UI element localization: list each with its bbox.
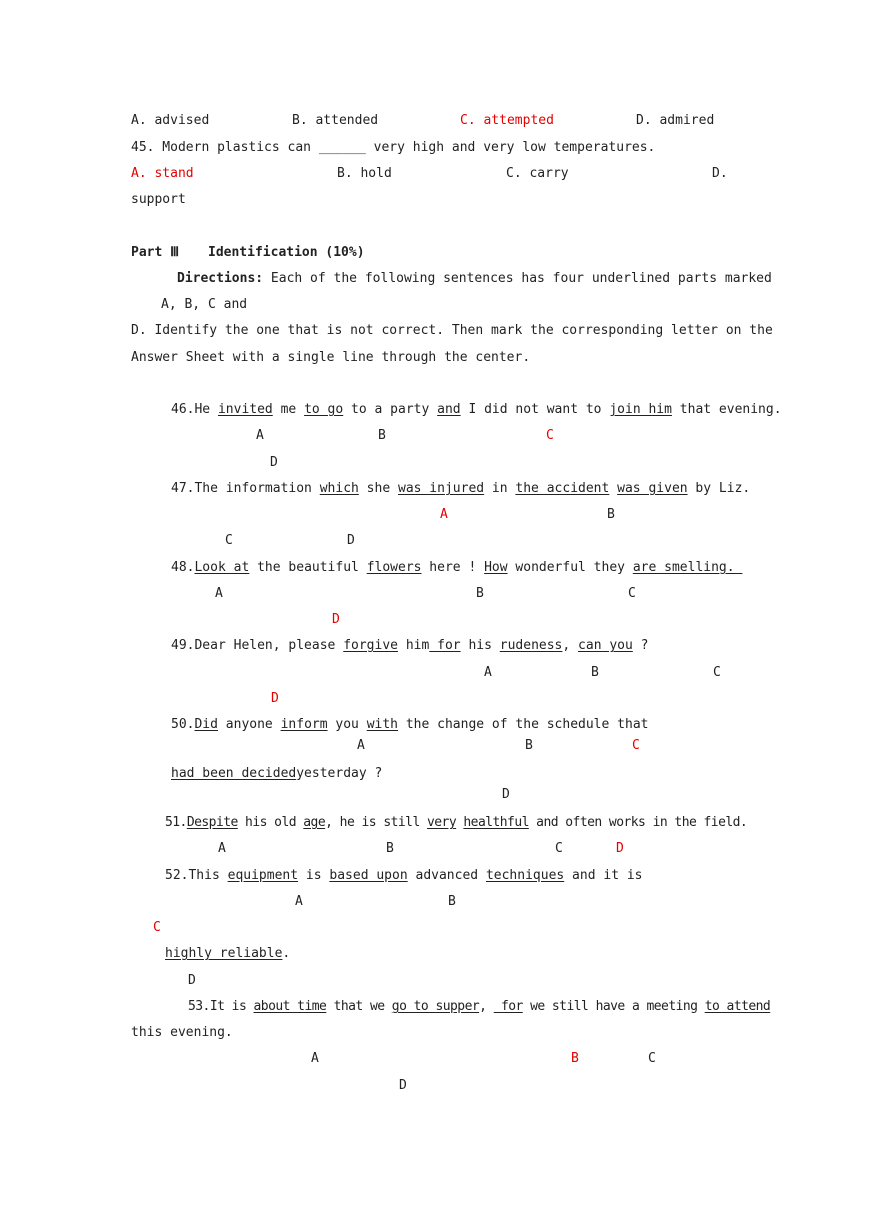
q49-letter-b: B [591,665,599,680]
directions-line-3: D. Identify the one that is not correct. Then mark the corresponding letter on the [131,323,773,338]
underlined-part: was given [617,481,688,496]
q45-option-b: B. hold [337,166,392,181]
sentence-text: we still have a meeting [522,999,705,1014]
underlined-part: equipment [227,868,299,883]
sentence-text: that evening. [671,402,782,417]
question-52-line-2 [165,946,290,962]
q45-option-a-answer: A. stand [131,166,194,181]
question-53-line-2: this evening. [131,1025,233,1040]
underlined-part: with [366,717,399,732]
sentence-text: 48. [171,560,195,575]
q46-letter-b: B [378,428,386,443]
directions-line-2: A, B, C and [161,297,248,312]
question-51 [165,815,747,831]
underlined-part: was injured [398,481,485,496]
sentence-text: , he is still [325,815,427,830]
sentence-text: , [562,638,579,653]
underlined-part: healthful [463,815,529,830]
sentence-text: 50. [171,717,195,732]
underlined-part: go to supper [391,999,480,1014]
sentence-text: him [398,638,430,653]
underlined-part: flowers [366,560,422,575]
underlined-part: join him [609,402,672,417]
q50-letter-c-answer: C [632,738,640,753]
question-49 [171,638,649,654]
q47-letter-a-answer: A [440,507,448,522]
underlined-part: for [493,999,523,1014]
q51-letter-b: B [386,841,394,856]
underlined-part: based upon [329,868,408,883]
question-52 [165,868,643,884]
q49-letter-a: A [484,665,492,680]
option-b: B. attended [292,113,379,128]
sentence-text: advanced [407,868,486,883]
sentence-text: in [484,481,516,496]
sentence-text: and often works in the field. [528,815,748,830]
sentence-text: his old [237,815,304,830]
q48-letter-a: A [215,586,223,601]
sentence-text: The information [194,481,320,496]
sentence-text: He [194,402,218,417]
sentence-text: is [298,868,330,883]
option-a: A. advised [131,113,210,128]
sentence-text: ? [632,638,649,653]
sentence-text: 49. [171,638,195,653]
underlined-part: which [319,481,359,496]
sentence-text: yesterday ? [296,766,383,781]
question-50-line-2 [171,766,382,782]
underlined-part: about time [253,999,327,1014]
question-46 [171,402,782,418]
question-47 [171,481,750,497]
sentence-text: This [188,868,228,883]
sentence-text [609,481,617,496]
underlined-part: are smelling. [632,560,743,575]
underlined-part: highly reliable [165,946,283,961]
q52-letter-a: A [295,894,303,909]
sentence-text: anyone [217,717,281,732]
directions-line-4: Answer Sheet with a single line through the center. [131,350,531,365]
sentence-text: , [479,999,494,1014]
underlined-part: had been decided [171,766,297,781]
sentence-text: by Liz. [687,481,751,496]
question-53 [188,999,770,1015]
sentence-text: 47. [171,481,195,496]
sentence-text: I did not want to [460,402,610,417]
option-d: D. admired [636,113,715,128]
underlined-part: inform [280,717,328,732]
sentence-text: 53. [188,999,210,1014]
part-title: Part Ⅲ [131,245,180,260]
sentence-text: 52. [165,868,189,883]
sentence-text: here ! [421,560,485,575]
sentence-text: me [272,402,305,417]
q47-letter-c: C [225,533,233,548]
q51-letter-d-answer: D [616,841,624,856]
directions-label: Directions: [177,271,264,286]
underlined-part: to attend [704,999,771,1014]
q48-letter-d-answer: D [332,612,340,627]
sentence-text: Dear Helen, please [194,638,344,653]
q50-letter-d: D [502,787,510,802]
q45-option-d: D. [712,166,728,181]
q46-letter-d: D [270,455,278,470]
part-subtitle: Identification (10%) [208,245,365,260]
q48-letter-c: C [628,586,636,601]
underlined-part: Despite [186,815,238,830]
underlined-part: rudeness [499,638,563,653]
q47-letter-b: B [607,507,615,522]
q52-letter-c-answer: C [153,920,161,935]
q47-letter-d: D [347,533,355,548]
underlined-part: Look at [194,560,250,575]
sentence-text: It is [209,999,254,1014]
q53-letter-c: C [648,1051,656,1066]
option-c-answer: C. attempted [460,113,554,128]
sentence-text: and it is [564,868,643,883]
sentence-text: wonderful they [507,560,633,575]
q49-letter-c: C [713,665,721,680]
q46-letter-a: A [256,428,264,443]
underlined-part: to go [304,402,344,417]
sentence-text: his [460,638,500,653]
underlined-part: very [427,815,457,830]
sentence-text: to a party [343,402,438,417]
q53-letter-d: D [399,1078,407,1093]
q50-letter-a: A [357,738,365,753]
underlined-part: for [429,638,461,653]
q53-letter-a: A [311,1051,319,1066]
directions-line-1 [177,271,772,287]
q51-letter-c: C [555,841,563,856]
q49-letter-d-answer: D [271,691,279,706]
q45-option-c: C. carry [506,166,569,181]
q45-option-d-word: support [131,192,186,207]
sentence-text: that we [326,999,392,1014]
q46-letter-c-answer: C [546,428,554,443]
q52-letter-b: B [448,894,456,909]
underlined-part: How [484,560,508,575]
underlined-part: forgive [343,638,398,653]
sentence-text: 46. [171,402,195,417]
underlined-part: age [303,815,326,830]
question-50 [171,717,648,733]
sentence-text: she [358,481,398,496]
directions-text-1: Each of the following sentences has four underlined parts marked [263,271,772,286]
underlined-part: the accident [515,481,610,496]
sentence-text: the beautiful [249,560,367,575]
underlined-part: and [437,402,461,417]
underlined-part: techniques [485,868,565,883]
underlined-part: invited [217,402,273,417]
sentence-text: 51. [165,815,187,830]
sentence-text: . [282,946,291,961]
underlined-part: Did [194,717,218,732]
q52-letter-d: D [188,973,196,988]
q50-letter-b: B [525,738,533,753]
question-48 [171,560,742,576]
underlined-part: can you [578,638,633,653]
q48-letter-b: B [476,586,484,601]
sentence-text: the change of the schedule that [398,717,649,732]
q53-letter-b-answer: B [571,1051,579,1066]
sentence-text: you [327,717,367,732]
question-45-stem: 45. Modern plastics can ______ very high and very low temperatures. [131,140,656,155]
q51-letter-a: A [218,841,226,856]
